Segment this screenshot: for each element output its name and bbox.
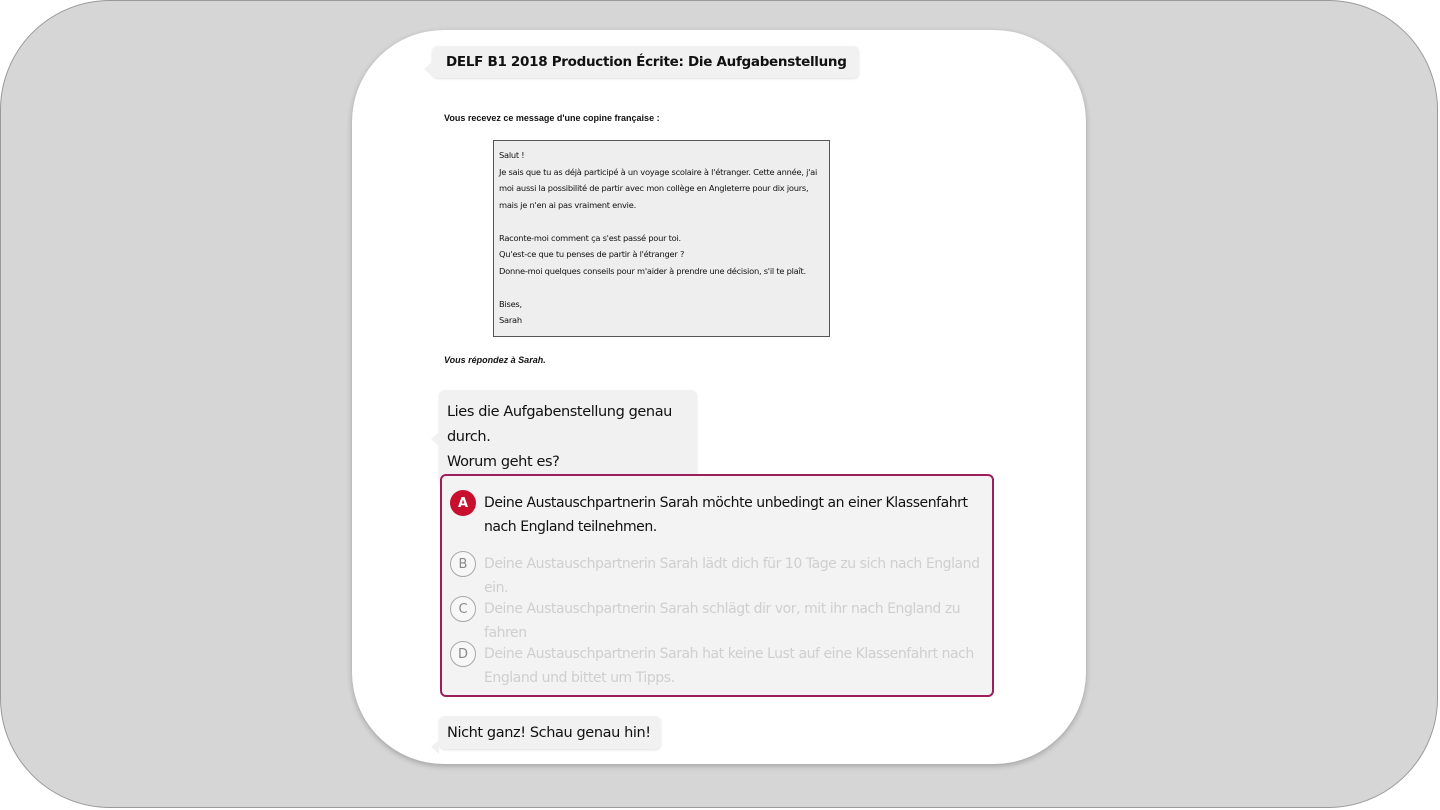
option-badge: A: [450, 490, 476, 516]
question-line: Lies die Aufgabenstellung genau durch.: [447, 404, 672, 445]
option-text: Deine Austauschpartnerin Sarah möchte unbedingt an einer Klassenfahrt nach England teilnehmen.: [484, 495, 968, 535]
option-badge: B: [450, 551, 476, 577]
letter-box: [493, 140, 830, 337]
option-c[interactable]: [450, 596, 984, 645]
task-intro: Vous recevez ce message d'une copine française :: [444, 113, 660, 123]
option-badge: D: [450, 641, 476, 667]
question-bubble: [439, 390, 697, 485]
chat-screen: [352, 30, 1086, 764]
letter-signature: Sarah: [499, 315, 522, 325]
feedback-text: Nicht ganz! Schau genau hin!: [447, 725, 651, 741]
lesson-title: DELF B1 2018 Production Écrite: Die Aufgabenstellung: [446, 54, 847, 70]
feedback-bubble: [439, 716, 661, 749]
option-text: Deine Austauschpartnerin Sarah schlägt dir vor, mit ihr nach England zu fahren: [484, 601, 961, 641]
letter-line: Donne-moi quelques conseils pour m'aider à prendre une décision, s'il te plaît.: [499, 265, 806, 276]
reply-instruction: Vous répondez à Sarah.: [444, 355, 546, 365]
letter-line: Raconte-moi comment ça s'est passé pour toi.: [499, 232, 681, 243]
letter-greeting: Salut !: [499, 150, 525, 160]
option-a[interactable]: [450, 490, 984, 539]
question-line: Worum geht es?: [447, 454, 560, 470]
option-text: Deine Austauschpartnerin Sarah lädt dich für 10 Tage zu sich nach England ein.: [484, 556, 980, 596]
option-text: Deine Austauschpartnerin Sarah hat keine Lust auf eine Klassenfahrt nach England und bittet um Tipps.: [484, 646, 974, 686]
option-badge: C: [450, 596, 476, 622]
letter-paragraph: Je sais que tu as déjà participé à un voyage scolaire à l'étranger. Cette année, j'ai moi aussi la possibilité de partir avec mon collège en Angleterre pour dix jours, mais je n'en ai pas vraiment envie.: [499, 166, 818, 210]
letter-closing: Bises,: [499, 298, 522, 309]
option-d[interactable]: [450, 641, 984, 690]
option-b[interactable]: [450, 551, 984, 600]
letter-line: Qu'est-ce que tu penses de partir à l'étranger ?: [499, 249, 685, 259]
answer-options: [440, 474, 994, 697]
lesson-title-bubble: [432, 46, 859, 78]
